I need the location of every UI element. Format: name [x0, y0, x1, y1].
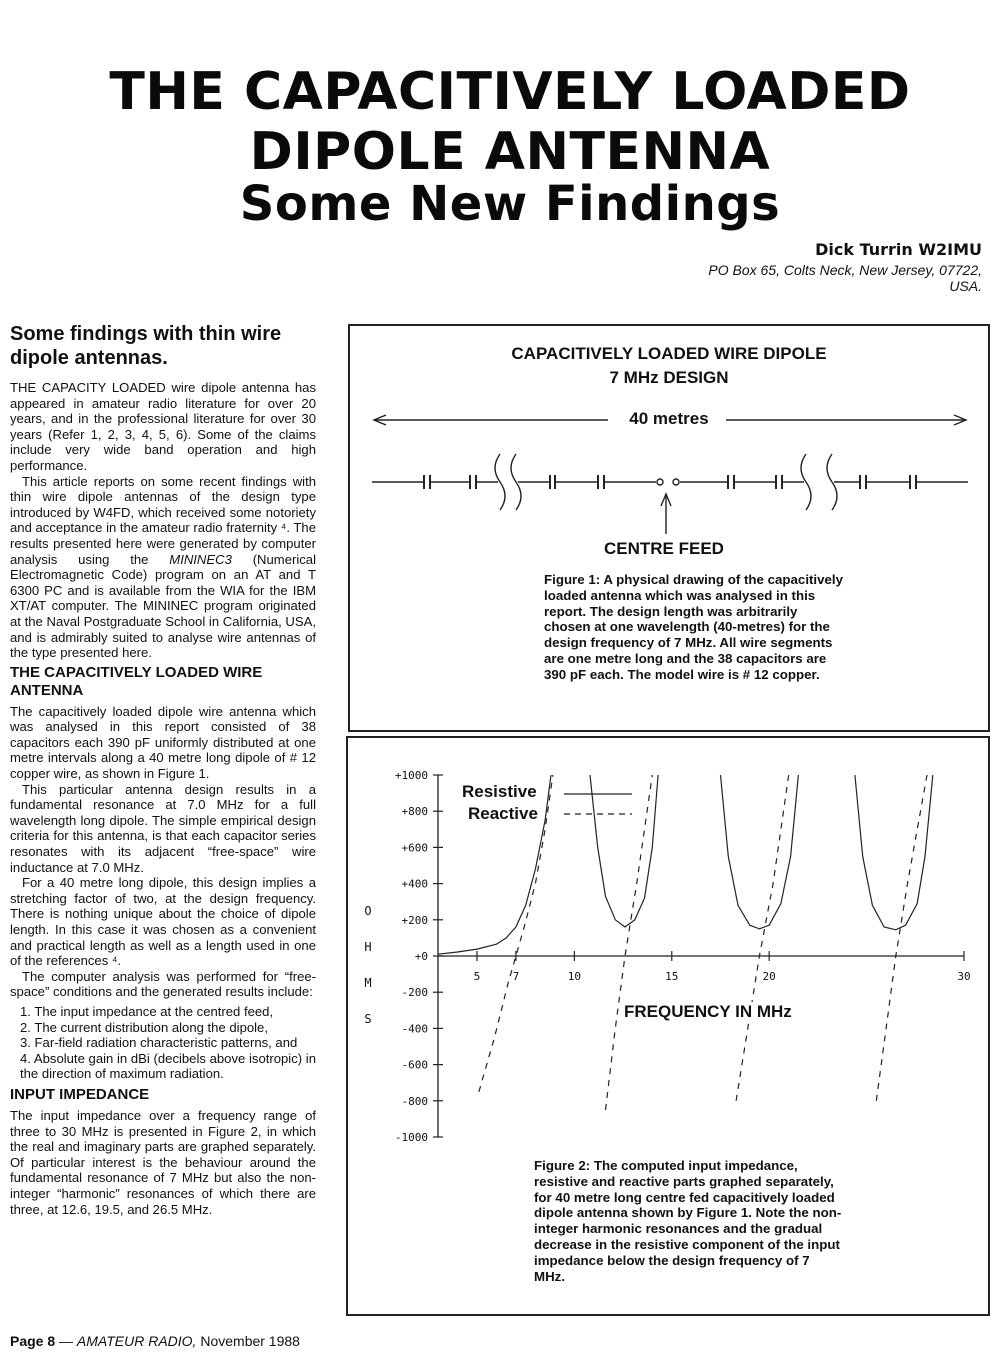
- issue-date: November 1988: [196, 1333, 300, 1349]
- page-footer: [10, 1333, 300, 1349]
- paragraph: The input impedance over a frequency range of three to 30 MHz is presented in Figure 2, in which the real and imaginary parts are graphed separately. Of particular interest is the behaviour around the fundamental resonance of 7 MHz but also the non-integer “harmonic” resonances of which there are three, at 12.6, 19.5, and 26.5 MHz.: [10, 1107, 316, 1217]
- length-label: 40 metres: [629, 409, 709, 428]
- x-tick-label: 5: [473, 970, 481, 983]
- figure-1-title-line-1: CAPACITIVELY LOADED WIRE DIPOLE: [511, 344, 827, 363]
- reactive-curve: [876, 775, 927, 1101]
- article-column: [10, 322, 316, 1217]
- list-item: 3. Far-field radiation characteristic patterns, and: [20, 1035, 298, 1051]
- text-run: (Numerical Electromagnetic Code) program on an AT and T 6300 PC and is available from the WIA for the IBM XT/AT computer. The MININEC program originated at the Naval Postgraduate School in California, USA, and is admirably suited to analyse wire antennas of the type presented here.: [10, 551, 316, 661]
- feed-terminal: [673, 479, 679, 485]
- reactive-curve: [736, 775, 789, 1101]
- y-tick-label: -1000: [394, 1131, 428, 1144]
- y-tick-label: +0: [414, 950, 428, 963]
- x-tick-label: 7: [512, 970, 520, 983]
- section-heading: Some findings with thin wire dipole antennas.: [10, 323, 282, 369]
- magazine-name: AMATEUR RADIO,: [76, 1333, 197, 1349]
- list-item: 2. The current distribution along the dipole,: [20, 1019, 268, 1035]
- paragraph: THE CAPACITY LOADED wire dipole antenna has appeared in amateur radio literature for over 20 years, and in the professional literature for over 30 years (Refer 1, 2, 3, 4, 5, 6). Some of the claims include very wide band operation and high performance.: [10, 380, 316, 473]
- paragraph: The capacitively loaded dipole wire antenna which was analysed in this report consisted of 38 capacitors each 390 pF uniformly distributed at one metre intervals along a 40 metre long dipole of # 12 copper wire, as shown in Figure 1.: [10, 703, 316, 782]
- footer-dash: —: [55, 1333, 77, 1349]
- impedance-chart: [348, 738, 988, 1158]
- resistive-curve: [721, 775, 799, 929]
- results-list: [20, 1004, 316, 1082]
- paragraph: [10, 474, 316, 661]
- page-number: Page 8: [10, 1333, 56, 1349]
- y-axis-label: [362, 893, 374, 1037]
- figure-1-title-line-2: 7 MHz DESIGN: [609, 368, 729, 387]
- figure-1-caption: Figure 1: A physical drawing of the capacitively loaded antenna which was analysed in this report. The design length was arbitrarily chosen at one wavelength (40-metres) for the design frequency of 7 MHz. All wire segments are one metre long and the 38 capacitors are 390 pF each. The model wire is # 12 copper.: [544, 572, 844, 682]
- y-label-letter: H: [364, 940, 372, 954]
- x-tick-label: 20: [762, 970, 776, 983]
- legend-swatches: [560, 786, 640, 826]
- x-axis-label: FREQUENCY IN MHz: [624, 1002, 792, 1021]
- title-line-2: DIPOLE ANTENNA: [249, 122, 771, 182]
- list-item: 4. Absolute gain in dBi (decibels above isotropic) in the direction of maximum radiation.: [20, 1050, 316, 1082]
- y-tick-label: +600: [401, 841, 428, 855]
- program-name: MININEC3: [169, 551, 232, 567]
- list-item: 1. The input impedance at the centred feed,: [20, 1003, 274, 1019]
- legend-reactive-label: Reactive: [468, 804, 538, 823]
- paragraph: The computer analysis was performed for “free-space” conditions and the generated results include:: [10, 968, 316, 1000]
- x-tick-label: 10: [567, 970, 581, 983]
- feed-label: CENTRE FEED: [604, 539, 724, 558]
- x-tick-label: 15: [665, 970, 679, 983]
- y-tick-label: +1000: [394, 769, 428, 782]
- y-tick-label: -400: [401, 1022, 428, 1036]
- section-heading: INPUT IMPEDANCE: [10, 1085, 150, 1103]
- resistive-curve: [855, 775, 933, 930]
- author-name: Dick Turrin W2IMU: [815, 240, 982, 259]
- y-tick-label: -800: [401, 1094, 428, 1108]
- paragraph: This particular antenna design results in a fundamental resonance at 7.0 MHz for a full wavelength long dipole. The simple empirical design criteria for this antenna, is that each capacitor series resonates with its adjacent “free-space” wire inductance at 7.0 MHz.: [10, 781, 316, 875]
- y-tick-label: +800: [401, 805, 428, 819]
- y-label-letter: O: [364, 904, 372, 918]
- y-tick-label: +200: [401, 913, 428, 927]
- y-tick-label: +400: [401, 877, 428, 891]
- figure-2: [346, 736, 990, 1316]
- y-tick-label: -200: [401, 986, 428, 1000]
- text-run: This article reports on some recent findings with thin wire dipole antennas of the design type introduced by W4FD, which received some notoriety and acceptance in the amateur radio fraternity ⁴. The results presented here were generated by computer analysis using the: [10, 473, 316, 567]
- paragraph: For a 40 metre long dipole, this design implies a stretching factor of two, at the design frequency. There is nothing unique about the choice of dipole length. In this case it was chosen as a convenient and practical length as well as a length used in one of the references ⁴.: [10, 875, 316, 969]
- feed-terminal: [657, 479, 663, 485]
- legend-resistive-label: Resistive: [462, 782, 537, 801]
- x-tick-label: 30: [957, 970, 971, 983]
- section-heading: THE CAPACITIVELY LOADED WIRE ANTENNA: [10, 663, 263, 699]
- title-line-1: THE CAPACITIVELY LOADED: [109, 62, 911, 122]
- author-address: PO Box 65, Colts Neck, New Jersey, 07722, USA.: [708, 262, 982, 294]
- title-line-3: Some New Findings: [239, 176, 781, 232]
- y-label-letter: M: [364, 976, 372, 990]
- y-label-letter: S: [364, 1012, 372, 1026]
- y-tick-label: -600: [401, 1058, 428, 1072]
- figure-1: [348, 324, 990, 732]
- figure-2-caption: Figure 2: The computed input impedance, resistive and reactive parts graphed separately, for 40 metre long centre fed capacitively loaded dipole antenna shown by Figure 1. Note the non-integer harmonic resonances and the gradual decrease in the resistive component of the input impedance below the design frequency of 7 MHz.: [534, 1158, 842, 1284]
